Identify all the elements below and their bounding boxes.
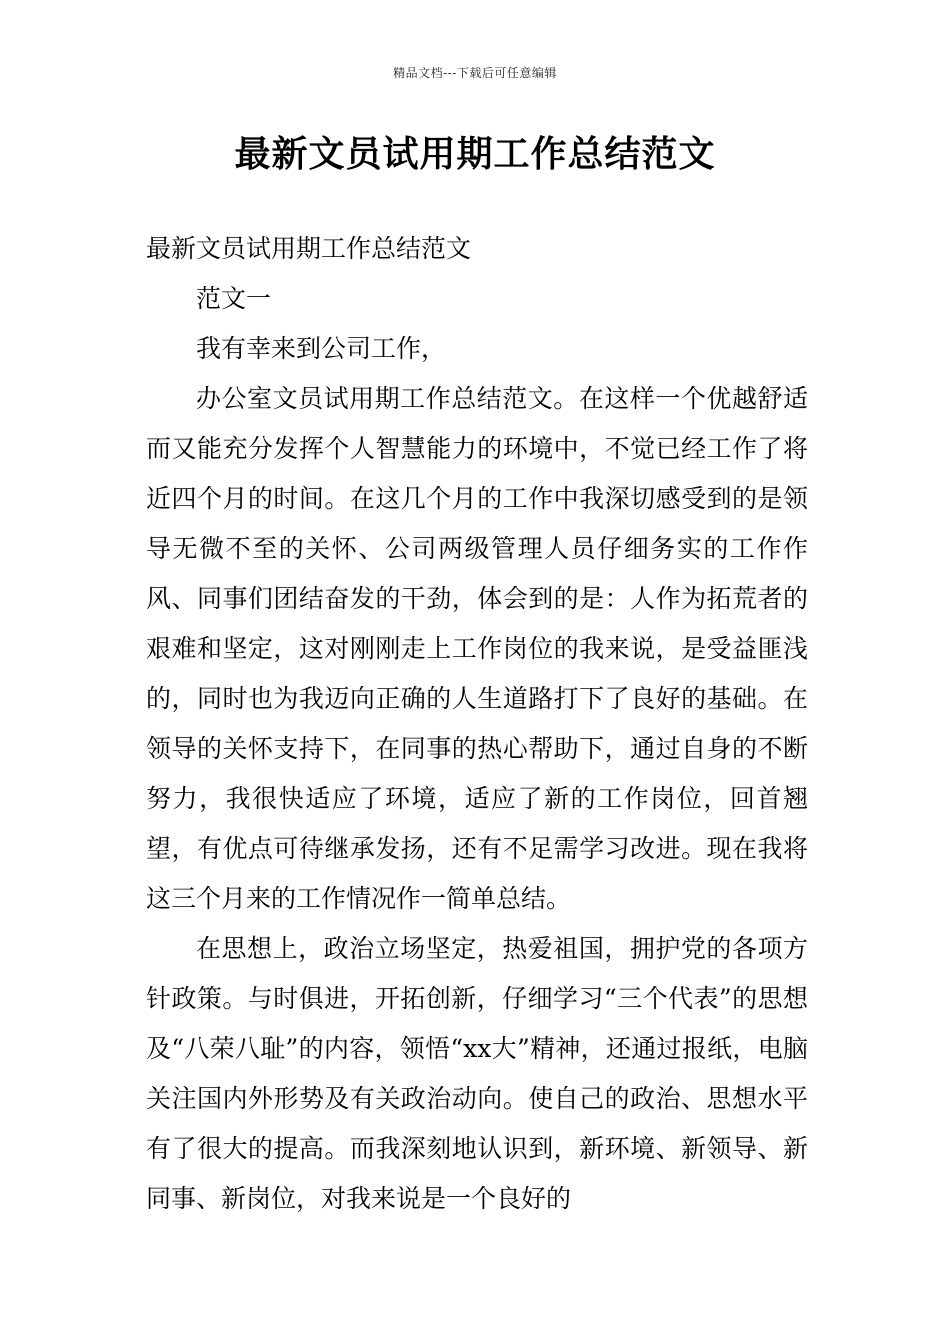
header-note: 精品文档---下载后可任意编辑 [393,66,557,80]
document-body [146,224,808,1224]
body-heading: 最新文员试用期工作总结范文 [146,234,472,263]
body-paragraph: 办公室文员试用期工作总结范文。在这样一个优越舒适而又能充分发挥个人智慧能力的环境中，不觉已经工作了将近四个月的时间。在这几个月的工作中我深切感受到的是领导无微不至的关怀、公司两级管理人员仔细务实的工作作风、同事们团结奋发的干劲，体会到的是：人作为拓荒者的艰难和坚定，这对刚刚走上工作岗位的我来说，是受益匪浅的，同时也为我迈向正确的人生道路打下了良好的基础。在领导的关怀支持下，在同事的热心帮助下，通过自身的不断努力，我很快适应了环境，适应了新的工作岗位，回首翘望，有优点可待继承发扬，还有不足需学习改进。现在我将这三个月来的工作情况作一简单总结。 [146,384,808,913]
body-paragraph: 在思想上，政治立场坚定，热爱祖国，拥护党的各项方针政策。与时俱进，开拓创新，仔细学习“三个代表”的思想及“八荣八耻”的内容，领悟“xx大”精神，还通过报纸，电脑关注国内外形势及有关政治动向。使自己的政治、思想水平有了很大的提高。而我深刻地认识到，新环境、新领导、新同事、新岗位，对我来说是一个良好的 [146,934,808,1213]
document-title: 最新文员试用期工作总结范文 [234,134,716,175]
section-label: 范文一 [196,284,272,313]
body-paragraph: 我有幸来到公司工作， [196,334,447,363]
